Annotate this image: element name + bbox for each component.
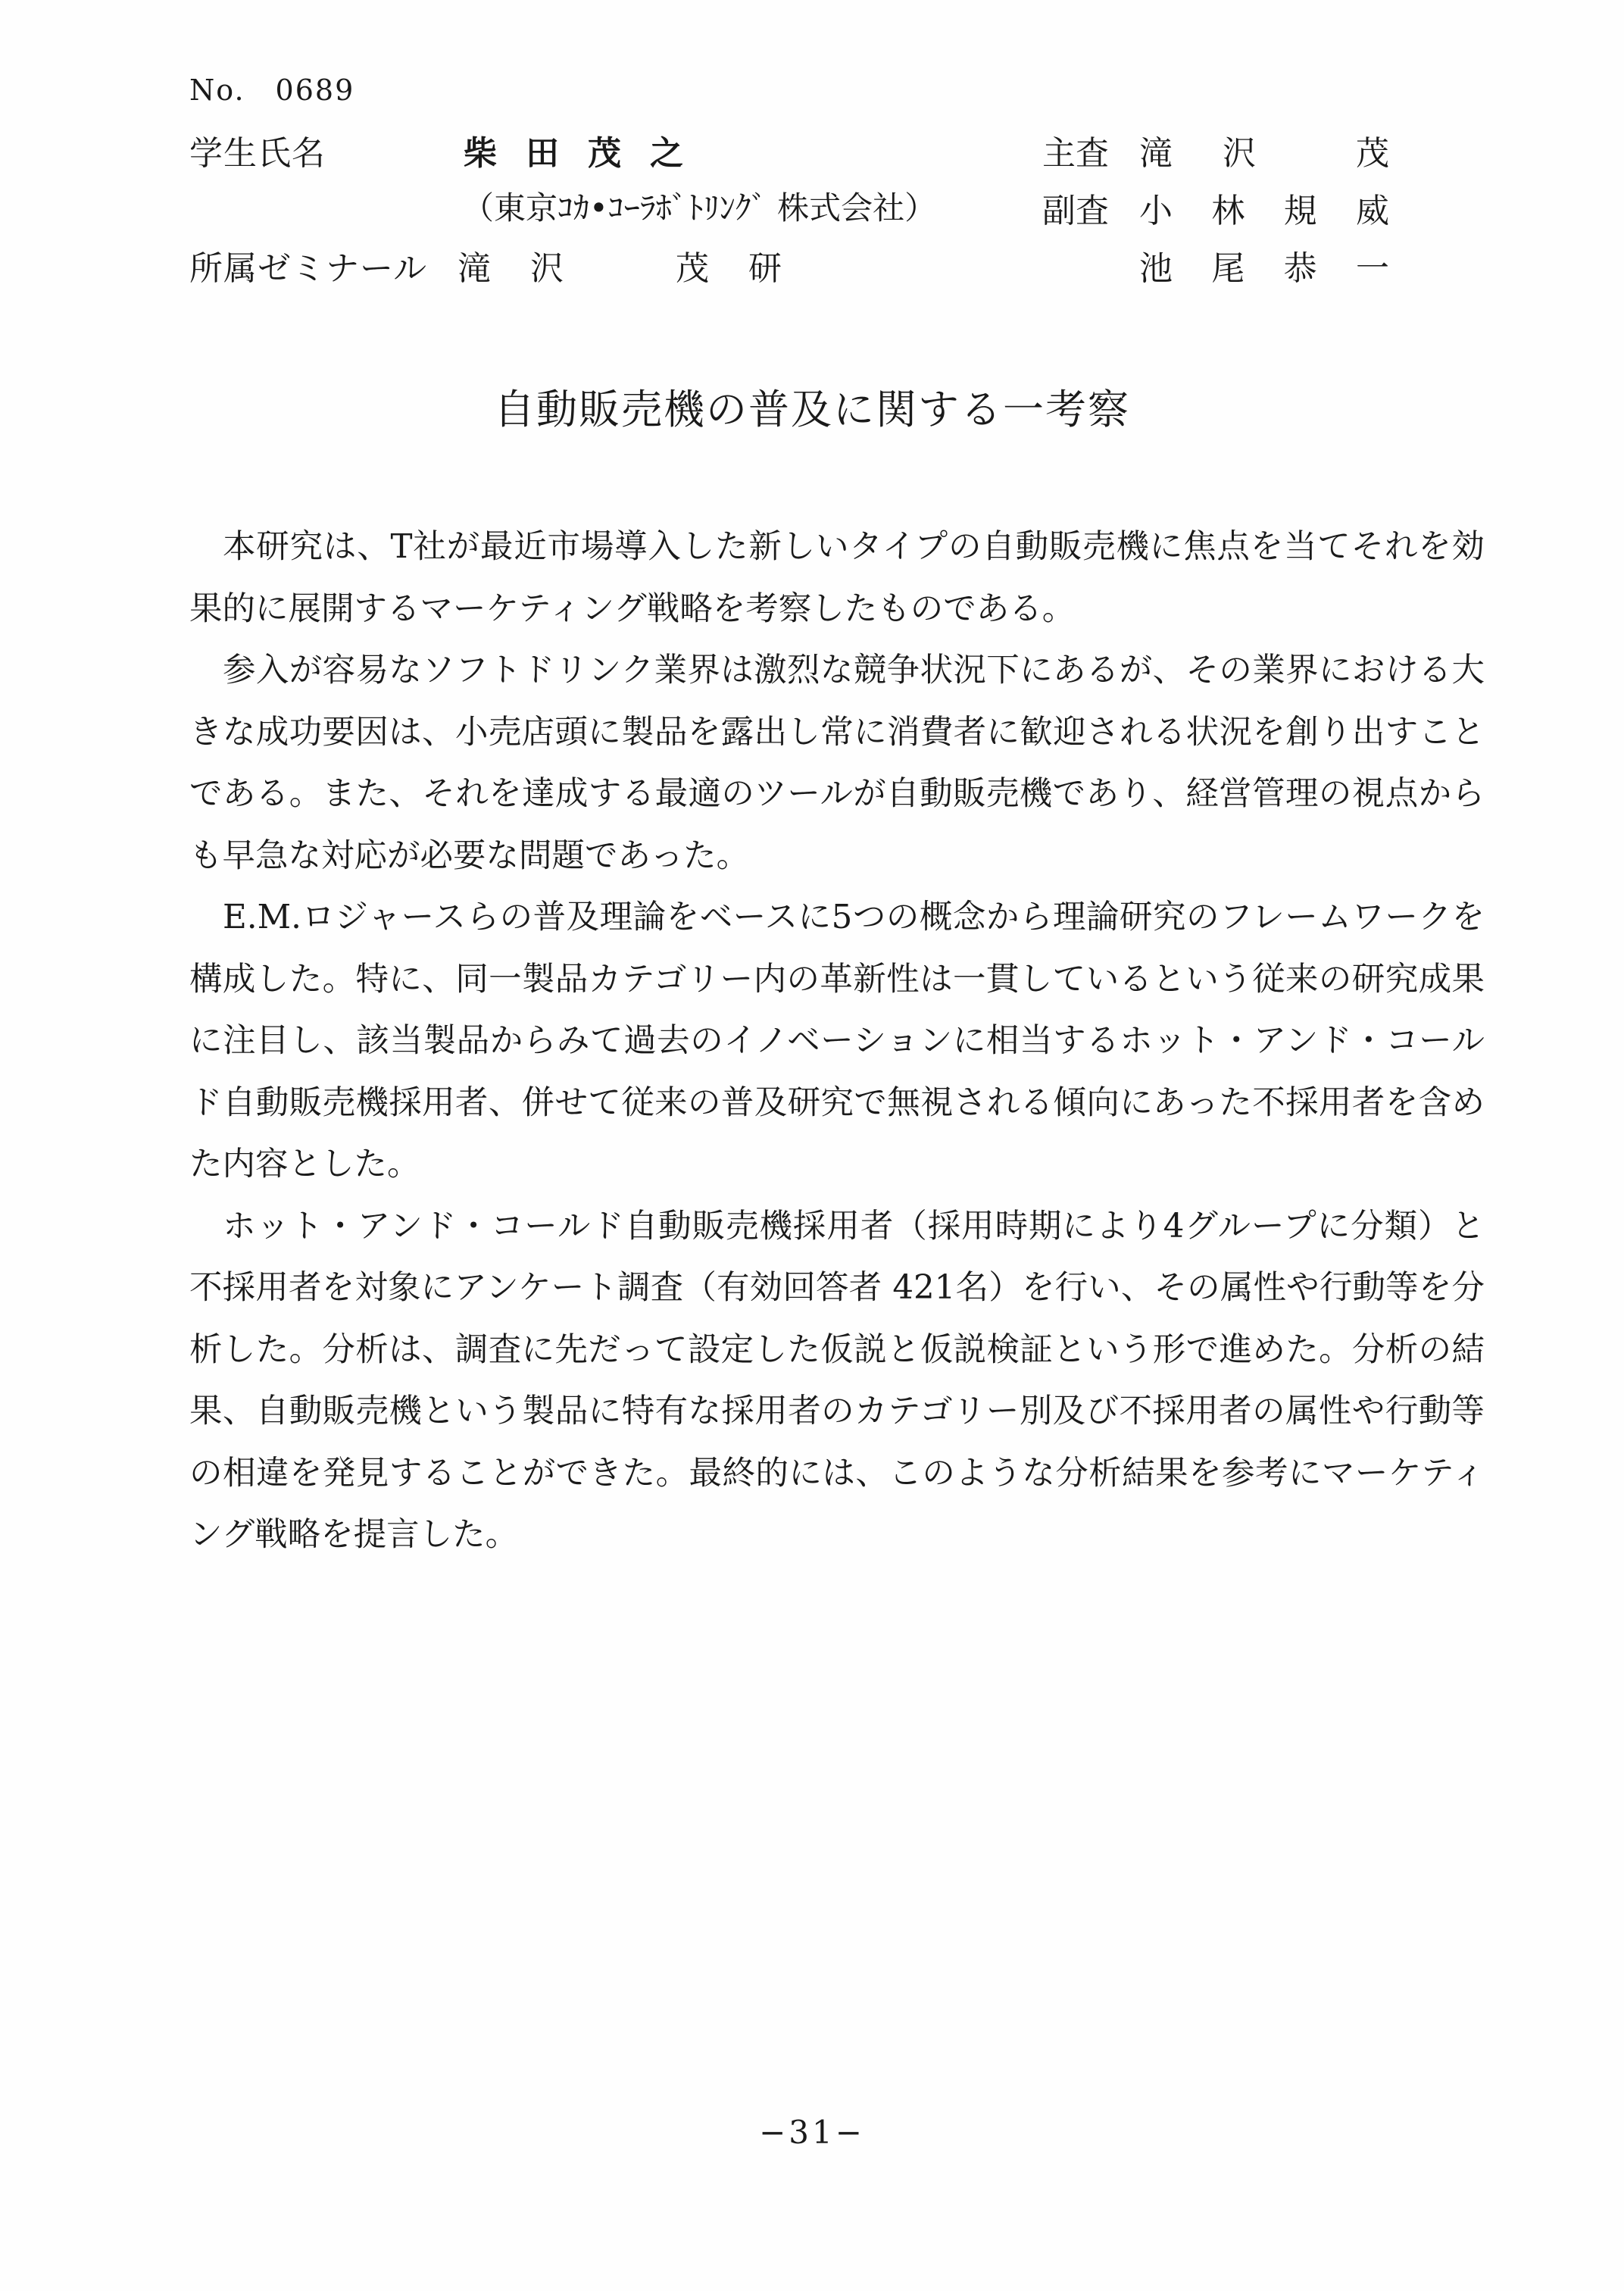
examiner-name-char: 滝 — [1139, 134, 1173, 173]
abstract-paragraph: ホット・アンド・コールド自動販売機採用者（採用時期により4グループに分類）と不採用者を対象にアンケート調査（有効回答者 421名）を行い、その属性や行動等を分析した。分析は、調査に先だって設定した仮説と仮説検証という形で進めた。分析の結果、自動販売機という製品に特有な採用者のカテゴリー別及び不採用者の属性や行動等の相違を発見することができた。最終的には、このような分析結果を参考にマーケティング戦略を提言した。 — [189, 1207, 1485, 1554]
examiner-name-char: 威 — [1355, 192, 1389, 230]
abstract-paragraph: 本研究は、T社が最近市場導入した新しいタイプの自動販売機に焦点を当てそれを効果的に展開するマーケティング戦略を考察したものである。 — [189, 528, 1485, 628]
document-number: No. 0689 — [189, 73, 355, 107]
abstract-paragraph: 参入が容易なソフトドリンク業界は激烈な競争状況下にあるが、その業界における大きな成功要因は、小売店頭に製品を露出し常に消費者に歓迎される状況を創り出すことである。また、それを達成する最適のツールが自動販売機であり、経営管理の視点からも早急な対応が必要な問題であった。 — [189, 652, 1485, 875]
examiner-name-chief — [1139, 126, 1389, 174]
examiner-name-char: 小 — [1139, 192, 1173, 230]
page-number: −31− — [759, 2114, 865, 2151]
examiner-name-char: 尾 — [1211, 249, 1245, 288]
examiner-role-chief: 主査 — [1042, 134, 1109, 173]
examiner-name-char: 恭 — [1283, 249, 1317, 288]
examiner-name-char: 茂 — [1356, 134, 1389, 173]
abstract-paragraph: E.M.ロジャースらの普及理論をベースに5つの概念から理論研究のフレームワークを構成した。特に、同一製品カテゴリー内の革新性は一貫しているという従来の研究成果に注目し、該当製品からみて過去のイノベーションに相当するホット・アンド・コールド自動販売機採用者、併せて従来の普及研究で無視される傾向にあった不採用者を含めた内容とした。 — [189, 899, 1485, 1183]
seminar-label: 所属ゼミナール — [189, 249, 428, 288]
seminar-name: 滝 沢 茂 研 — [458, 249, 785, 288]
examiner-role-vice: 副査 — [1042, 192, 1109, 230]
student-name: 柴田茂之 — [464, 134, 712, 173]
document-title: 自動販売機の普及に関する一考察 — [494, 386, 1130, 433]
student-label: 学生氏名 — [189, 134, 326, 173]
examiner-name-char: 林 — [1211, 192, 1245, 230]
abstract-body — [189, 517, 1485, 1567]
examiner-name-third — [1139, 241, 1389, 289]
examiner-name-vice — [1139, 183, 1389, 232]
examiner-name-char: 池 — [1139, 249, 1173, 288]
company-name: （東京ｺｶ•ｺｰﾗﾎﾞﾄﾘﾝｸﾞ 株式会社） — [462, 189, 937, 227]
examiner-name-char: 規 — [1283, 192, 1317, 230]
examiner-name-char: 沢 — [1223, 134, 1256, 173]
examiner-name-char: 一 — [1355, 249, 1389, 288]
